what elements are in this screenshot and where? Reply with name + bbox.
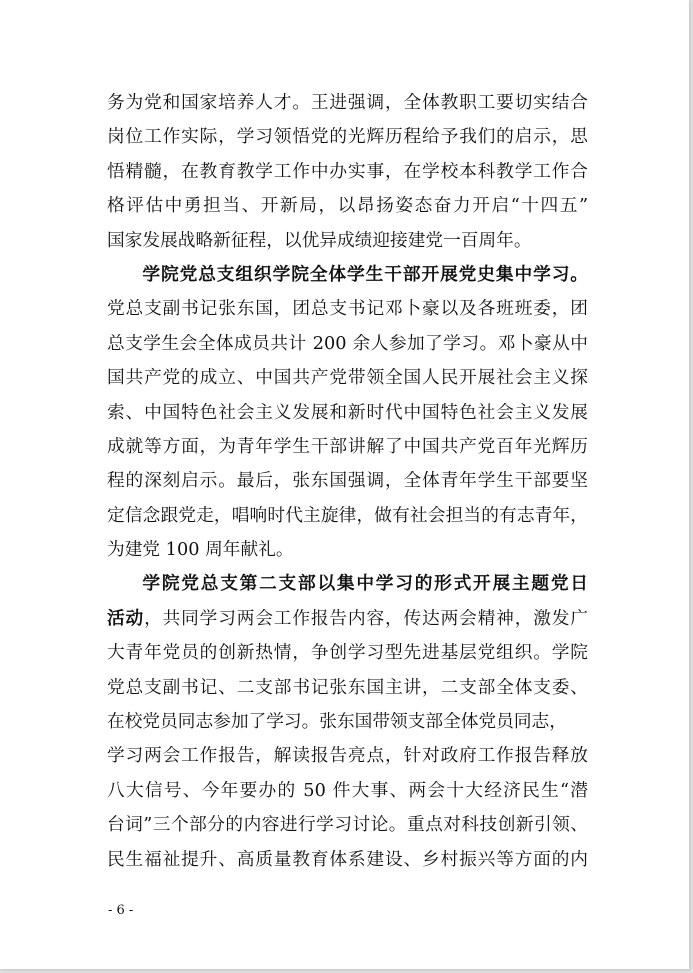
body-line-text: ，共同学习两会工作报告内容，传达两会精神，激发广 xyxy=(144,608,588,629)
body-line: 岗位工作实际，学习领悟党的光辉历程给予我们的启示，思 xyxy=(107,127,588,148)
body-line: 总支学生会全体成员共计 200 余人参加了学习。邓卜豪从中 xyxy=(107,333,588,354)
body-line: 成就等方面，为青年学生干部讲解了中国共产党百年光辉历 xyxy=(107,436,588,457)
paragraph-heading: 学院党总支第二支部以集中学习的形式开展主题党日 xyxy=(142,573,588,595)
body-line: 程的深刻启示。最后，张东国强调，全体青年学生干部要坚 xyxy=(107,471,588,492)
body-line: 为建党 100 周年献礼。 xyxy=(107,540,294,561)
body-line: 国共产党的成立、中国共产党带领全国人民开展社会主义探 xyxy=(107,368,588,389)
page-number: - 6 - xyxy=(108,903,134,918)
body-line: 台词”三个部分的内容进行学习讨论。重点对科技创新引领、 xyxy=(107,815,588,836)
body-line: 党总支副书记张东国，团总支书记邓卜豪以及各班班委，团 xyxy=(107,299,588,320)
body-line: 民生福祉提升、高质量教育体系建设、乡村振兴等方面的内 xyxy=(107,849,588,870)
body-line: 务为党和国家培养人才。王进强调，全体教职工要切实结合 xyxy=(107,93,588,113)
body-line: 大青年党员的创新热情，争创学习型先进基层党组织。学院 xyxy=(107,643,588,664)
body-line: 学习两会工作报告，解读报告亮点，针对政府工作报告释放 xyxy=(107,746,588,767)
body-line: 格评估中勇担当、开新局，以昂扬姿态奋力开启“十四五” xyxy=(107,196,588,217)
body-line: 党总支副书记、二支部书记张东国主讲，二支部全体支委、 xyxy=(107,677,588,698)
body-line: 国家发展战略新征程，以优异成绩迎接建党一百周年。 xyxy=(107,230,532,251)
body-line-mixed xyxy=(107,602,588,636)
body-text xyxy=(107,86,588,877)
paragraph-heading: 学院党总支组织学院全体学生干部开展党史集中学习。 xyxy=(142,263,588,285)
body-line: 悟精髓，在教育教学工作中办实事，在学校本科教学工作合 xyxy=(107,161,588,182)
body-line: 定信念跟党走，唱响时代主旋律，做有社会担当的有志青年， xyxy=(107,505,588,526)
paragraph-heading-tail: 活动 xyxy=(107,607,145,629)
body-line: 在校党员同志参加了学习。张东国带领支部全体党员同志， xyxy=(107,712,567,733)
body-line: 八大信号、今年要办的 50 件大事、两会十大经济民生“潜 xyxy=(107,780,588,801)
body-line: 索、中国特色社会主义发展和新时代中国特色社会主义发展 xyxy=(107,402,588,423)
